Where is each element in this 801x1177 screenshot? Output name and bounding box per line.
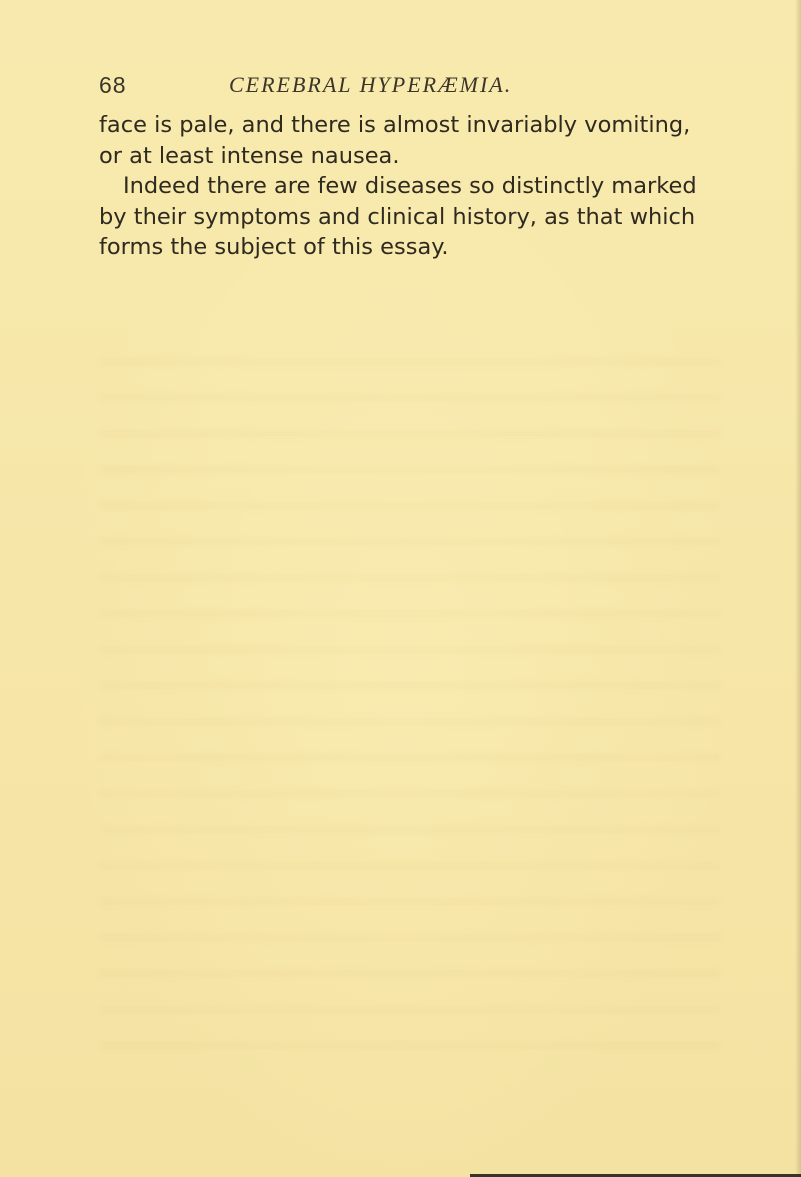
page-header [99, 64, 659, 100]
text-line: face is pale, and there is almost invariably vomiting, [99, 112, 691, 138]
text-line: by their symptoms and clinical history, as that which [99, 203, 696, 230]
page-number: 68 [99, 72, 127, 98]
body-text [99, 110, 729, 263]
text-line: or at least intense nausea. [99, 142, 400, 169]
paper-texture [100, 330, 720, 1050]
page-edge-shadow [795, 0, 801, 1177]
text-line: forms the subject of this essay. [99, 234, 449, 260]
text-line: Indeed there are few diseases so distinctly marked [123, 173, 697, 199]
running-title: CEREBRAL HYPERÆMIA. [229, 72, 513, 97]
